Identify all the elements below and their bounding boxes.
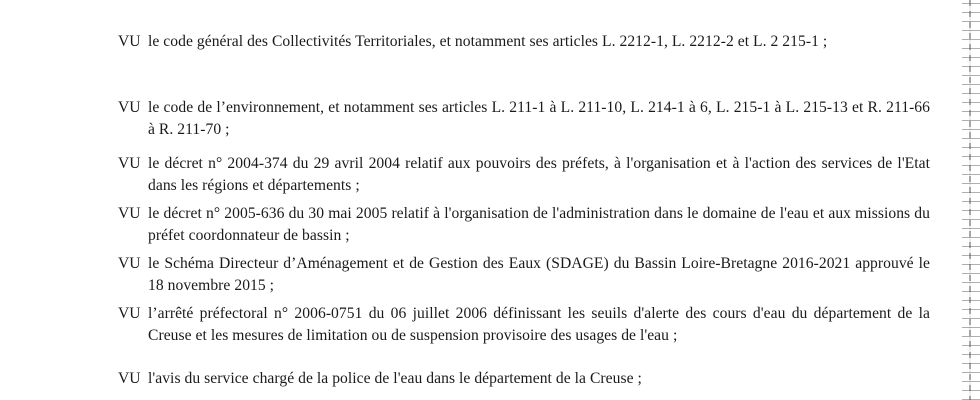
clause-prefix: VU [118, 370, 141, 387]
clause-text: le décret n° 2005-636 du 30 mai 2005 relatif à l'organisation de l'administration dans le domaine de l'eau et aux missions du préfet coordonnateur de bassin ; [148, 205, 930, 244]
clause-prefix: VU [118, 155, 141, 172]
clause-text: l’arrêté préfectoral n° 2006-0751 du 06 juillet 2006 définissant les seuils d'alerte des cours d'eau du département de la Creuse et les mesures de limitation ou de suspension provisoire des usages de l'eau ; [148, 305, 930, 344]
clause-item [118, 368, 930, 390]
clause-text: le Schéma Directeur d’Aménagement et de Gestion des Eaux (SDAGE) du Bassin Loire-Bretagne 2016-2021 approuvé le 18 novembre 2015 ; [148, 255, 930, 294]
clause-prefix: VU [118, 99, 141, 116]
scan-edge-artifact [962, 0, 980, 400]
clause-text: le décret n° 2004-374 du 29 avril 2004 relatif aux pouvoirs des préfets, à l'organisation et à l'action des services de l'Etat dans les régions et départements ; [148, 155, 930, 194]
clause-prefix: VU [118, 255, 141, 272]
clause-text: le code général des Collectivités Territoriales, et notamment ses articles L. 2212-1, L. 2212-2 et L. 2 215-1 ; [148, 33, 828, 50]
clause-item [118, 31, 930, 53]
clause-prefix: VU [118, 305, 141, 322]
clause-text: le code de l’environnement, et notamment ses articles L. 211-1 à L. 211-10, L. 214-1 à 6, L. 215-1 à L. 215-13 et R. 211-66 à R. 211-70 ; [148, 99, 930, 138]
clause-item [118, 253, 930, 297]
clause-item [118, 97, 930, 141]
clause-prefix: VU [118, 205, 141, 222]
clause-text: l'avis du service chargé de la police de l'eau dans le département de la Creuse ; [148, 370, 642, 387]
clause-prefix: VU [118, 33, 141, 50]
clause-item [118, 153, 930, 197]
clause-item [118, 303, 930, 347]
clause-item [118, 203, 930, 247]
